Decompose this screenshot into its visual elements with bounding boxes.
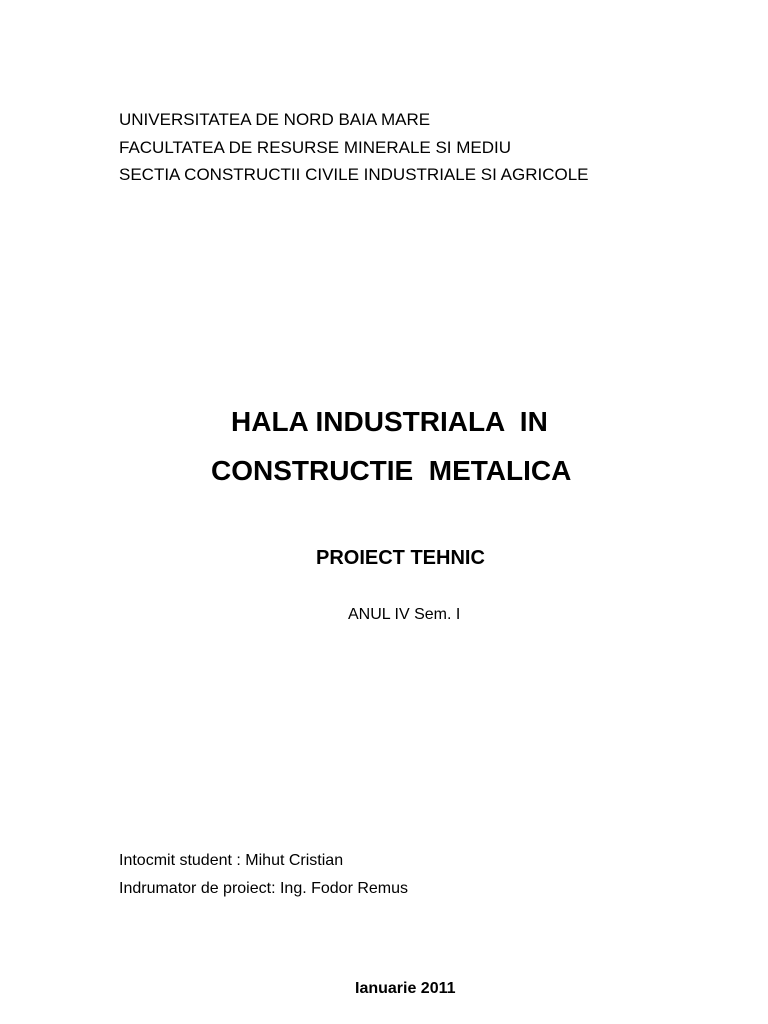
faculty-name: FACULTATEA DE RESURSE MINERALE SI MEDIU	[119, 137, 512, 157]
document-subtitle: PROIECT TEHNIC	[316, 547, 485, 569]
document-title-line-2: CONSTRUCTIE METALICA	[211, 455, 572, 486]
advisor-line: Indrumator de proiect: Ing. Fodor Remus	[119, 880, 409, 897]
document-title-line-1: HALA INDUSTRIALA IN	[231, 406, 548, 437]
institution-header	[119, 106, 588, 189]
document-date: Ianuarie 2011	[355, 980, 456, 997]
author-block	[119, 847, 408, 903]
student-line: Intocmit student : Mihut Cristian	[119, 852, 344, 869]
section-name: SECTIA CONSTRUCTII CIVILE INDUSTRIALE SI AGRICOLE	[119, 165, 589, 184]
university-name: UNIVERSITATEA DE NORD BAIA MARE	[119, 110, 431, 129]
academic-year: ANUL IV Sem. I	[348, 606, 461, 623]
